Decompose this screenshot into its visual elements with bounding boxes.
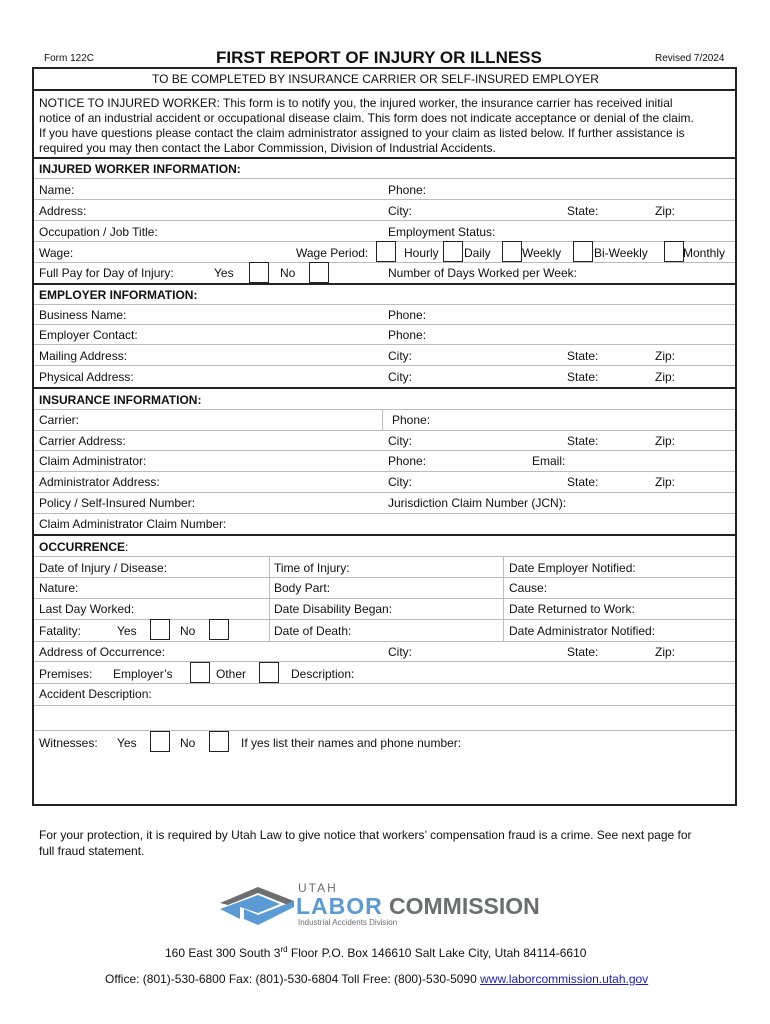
label-date-admin-notified: Date Administrator Notified: bbox=[509, 624, 656, 638]
label-wage-period: Wage Period: bbox=[296, 246, 369, 260]
form-subtitle: TO BE COMPLETED BY INSURANCE CARRIER OR SELF-INSURED EMPLOYER bbox=[152, 72, 599, 86]
label-carrier: Carrier: bbox=[39, 413, 80, 427]
label-date-returned: Date Returned to Work: bbox=[509, 602, 635, 616]
checkbox-fatality-yes[interactable] bbox=[150, 619, 170, 640]
label-monthly: Monthly bbox=[683, 246, 726, 260]
mailing-address: 160 East 300 South 3rd Floor P.O. Box 146610 Salt Lake City, Utah 84114-6610 bbox=[165, 945, 587, 960]
label-weekly: Weekly bbox=[522, 246, 562, 260]
label-nature: Nature: bbox=[39, 581, 79, 595]
label-biweekly: Bi-Weekly bbox=[594, 246, 648, 260]
checkbox-weekly[interactable] bbox=[502, 241, 522, 262]
label-disability-began: Date Disability Began: bbox=[274, 602, 393, 616]
label-days-worked: Number of Days Worked per Week: bbox=[388, 266, 577, 280]
label-claim-administrator: Claim Administrator: bbox=[39, 454, 147, 468]
website-link[interactable]: www.laborcommission.utah.gov bbox=[480, 972, 649, 986]
label-occupation: Occupation / Job Title: bbox=[39, 225, 158, 239]
label-carrier-phone: Phone: bbox=[392, 413, 431, 427]
label-admin-claim-number: Claim Administrator Claim Number: bbox=[39, 517, 227, 531]
logo-division: Industrial Accidents Division bbox=[298, 918, 398, 927]
checkbox-full-pay-no[interactable] bbox=[309, 262, 329, 283]
section-heading-worker: INJURED WORKER INFORMATION: bbox=[39, 162, 241, 176]
label-witnesses: Witnesses: bbox=[39, 736, 98, 750]
section-heading-occurrence: OCCURRENCE: bbox=[39, 540, 129, 554]
label-time-of-injury: Time of Injury: bbox=[274, 561, 350, 575]
label-worker-state: State: bbox=[567, 204, 599, 218]
label-description: Description: bbox=[291, 667, 355, 681]
label-cause: Cause: bbox=[509, 581, 548, 595]
logo-utah: UTAH bbox=[298, 881, 338, 895]
label-premises-other: Other bbox=[216, 667, 247, 681]
label-mailing-zip: Zip: bbox=[655, 349, 676, 363]
label-accident-description: Accident Description: bbox=[39, 687, 152, 701]
label-admin-email: Email: bbox=[532, 454, 566, 468]
label-occurrence-zip: Zip: bbox=[655, 645, 676, 659]
label-policy-number: Policy / Self-Insured Number: bbox=[39, 496, 196, 510]
contact-line: Office: (801)-530-6800 Fax: (801)-530-6804 Toll Free: (800)-530-5090 www.laborcommission.utah.gov bbox=[105, 972, 649, 986]
label-full-pay-yes: Yes bbox=[214, 266, 234, 280]
label-carrier-state: State: bbox=[567, 434, 599, 448]
checkbox-premises-employers[interactable] bbox=[190, 662, 210, 683]
label-admin-zip: Zip: bbox=[655, 475, 676, 489]
checkbox-hourly[interactable] bbox=[376, 241, 396, 262]
form-number: Form 122C bbox=[44, 53, 95, 64]
checkbox-daily[interactable] bbox=[443, 241, 463, 262]
label-physical-zip: Zip: bbox=[655, 370, 676, 384]
label-worker-name: Name: bbox=[39, 183, 75, 197]
label-physical-address: Physical Address: bbox=[39, 370, 134, 384]
label-worker-address: Address: bbox=[39, 204, 87, 218]
label-date-of-injury: Date of Injury / Disease: bbox=[39, 561, 168, 575]
label-carrier-city: City: bbox=[388, 434, 412, 448]
label-last-day-worked: Last Day Worked: bbox=[39, 602, 135, 616]
label-admin-state: State: bbox=[567, 475, 599, 489]
label-employer-contact: Employer Contact: bbox=[39, 328, 138, 342]
label-worker-zip: Zip: bbox=[655, 204, 676, 218]
label-address-of-occurrence: Address of Occurrence: bbox=[39, 645, 166, 659]
label-carrier-address: Carrier Address: bbox=[39, 434, 126, 448]
label-full-pay: Full Pay for Day of Injury: bbox=[39, 266, 174, 280]
checkbox-biweekly[interactable] bbox=[573, 241, 593, 262]
label-occurrence-state: State: bbox=[567, 645, 599, 659]
label-jcn: Jurisdiction Claim Number (JCN): bbox=[388, 496, 567, 510]
label-date-of-death: Date of Death: bbox=[274, 624, 352, 638]
logo-commission: COMMISSION bbox=[389, 893, 540, 919]
logo-labor: LABOR bbox=[296, 893, 383, 919]
checkbox-witnesses-yes[interactable] bbox=[150, 731, 170, 752]
label-occurrence-city: City: bbox=[388, 645, 412, 659]
label-witnesses-yes: Yes bbox=[117, 736, 137, 750]
label-date-employer-notified: Date Employer Notified: bbox=[509, 561, 636, 575]
label-wage: Wage: bbox=[39, 246, 74, 260]
checkbox-premises-other[interactable] bbox=[259, 662, 279, 683]
label-fatality: Fatality: bbox=[39, 624, 82, 638]
label-daily: Daily bbox=[464, 246, 491, 260]
label-contact-phone: Phone: bbox=[388, 328, 427, 342]
label-admin-address: Administrator Address: bbox=[39, 475, 160, 489]
section-heading-insurance: INSURANCE INFORMATION: bbox=[39, 393, 202, 407]
revision-date: Revised 7/2024 bbox=[655, 53, 725, 64]
label-hourly: Hourly bbox=[404, 246, 439, 260]
label-fatality-no: No bbox=[180, 624, 196, 638]
label-business-name: Business Name: bbox=[39, 308, 127, 322]
checkbox-witnesses-no[interactable] bbox=[209, 731, 229, 752]
section-heading-employer: EMPLOYER INFORMATION: bbox=[39, 288, 198, 302]
label-premises-employers: Employer’s bbox=[113, 667, 173, 681]
label-admin-city: City: bbox=[388, 475, 412, 489]
label-worker-city: City: bbox=[388, 204, 412, 218]
label-mailing-address: Mailing Address: bbox=[39, 349, 128, 363]
label-full-pay-no: No bbox=[280, 266, 296, 280]
label-worker-phone: Phone: bbox=[388, 183, 427, 197]
label-witness-note: If yes list their names and phone number: bbox=[241, 736, 462, 750]
label-admin-phone: Phone: bbox=[388, 454, 427, 468]
label-fatality-yes: Yes bbox=[117, 624, 137, 638]
label-premises: Premises: bbox=[39, 667, 93, 681]
checkbox-fatality-no[interactable] bbox=[209, 619, 229, 640]
label-physical-state: State: bbox=[567, 370, 599, 384]
form-title: FIRST REPORT OF INJURY OR ILLNESS bbox=[216, 48, 542, 67]
label-mailing-state: State: bbox=[567, 349, 599, 363]
label-physical-city: City: bbox=[388, 370, 412, 384]
label-mailing-city: City: bbox=[388, 349, 412, 363]
label-business-phone: Phone: bbox=[388, 308, 427, 322]
logo-mark-icon bbox=[218, 885, 296, 929]
label-employment-status: Employment Status: bbox=[388, 225, 496, 239]
label-carrier-zip: Zip: bbox=[655, 434, 676, 448]
label-witnesses-no: No bbox=[180, 736, 196, 750]
label-body-part: Body Part: bbox=[274, 581, 331, 595]
checkbox-full-pay-yes[interactable] bbox=[249, 262, 269, 283]
checkbox-monthly[interactable] bbox=[664, 241, 684, 262]
